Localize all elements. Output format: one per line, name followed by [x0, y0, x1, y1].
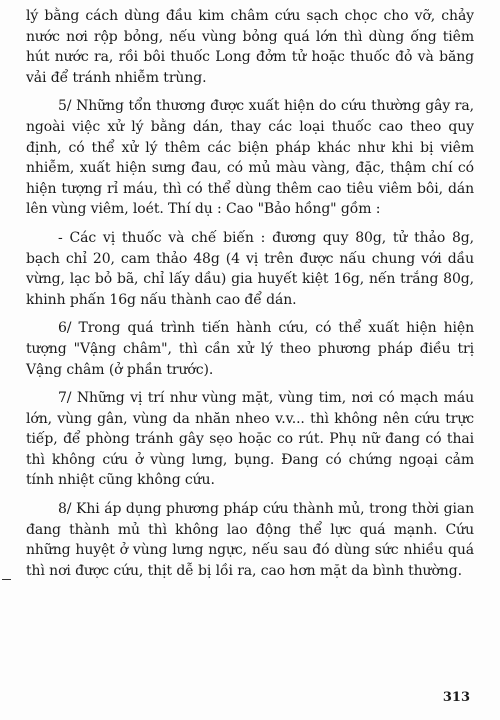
paragraph-item-7: 7/ Những vị trí như vùng mặt, vùng tim, nơi có mạch máu lớn, vùng gân, vùng da nhăn nheo v.v... thì không nên cứu trực tiếp, để phòng tránh gây sẹo hoặc co rút. Phụ nữ đang có thai thì không cứu ở vùng lưng, bụng. Đang có chứng ngoại cảm tính nhiệt cũng không cứu.: [26, 390, 474, 489]
paragraph-item-8: 8/ Khi áp dụng phương pháp cứu thành mủ, trong thời gian đang thành mủ thì không lao động thể lực quá mạnh. Cứu những huyệt ở vùng lưng ngực, nếu sau đó dùng sức nhiều quá thì nơi được cứu, thịt dễ bị lồi ra, cao hơn mặt da bình thường.: [26, 501, 474, 579]
paragraph-item-5: 5/ Những tổn thương được xuất hiện do cứu thường gây ra, ngoài việc xử lý bằng dán, thay các loại thuốc cao theo quy định, có thể xử lý thêm các biện pháp khác như khi bị viêm nhiễm, xuất hiện sưng đau, có mủ màu vàng, đặc, thậm chí có hiện tượng rỉ máu, thì có thể dùng thêm cao tiêu viêm bôi, dán lên vùng viêm, loét. Thí dụ : Cao "Bảo hồng" gồm :: [26, 98, 474, 218]
paragraph-item-6: 6/ Trong quá trình tiến hành cứu, có thể xuất hiện hiện tượng "Vậng châm", thì cần xử lý theo phương pháp điều trị Vậng châm (ở phần trước).: [26, 320, 474, 378]
paragraph-continuation: lý bằng cách dùng đầu kim châm cứu sạch chọc cho vỡ, chảy nước nơi rộp bỏng, nếu vùng bỏng quá lớn thì dùng ống tiêm hút nước ra, rồi bôi thuốc Long đởm tử hoặc thuốc đỏ và băng vải để tránh nhiễm trùng.: [26, 8, 474, 86]
body-text: [26, 6, 474, 589]
margin-mark: [2, 579, 11, 580]
paragraph-ingredients: - Các vị thuốc và chế biến : đương quy 80g, tử thảo 8g, bạch chỉ 20, cam thảo 48g (4 vị trên được nấu chung với dầu vừng, lạc bỏ bã, chỉ lấy dầu) gia huyết kiệt 16g, nến trắng 80g, khinh phấn 16g nấu thành cao để dán.: [26, 229, 474, 308]
page-number: 313: [442, 690, 470, 705]
